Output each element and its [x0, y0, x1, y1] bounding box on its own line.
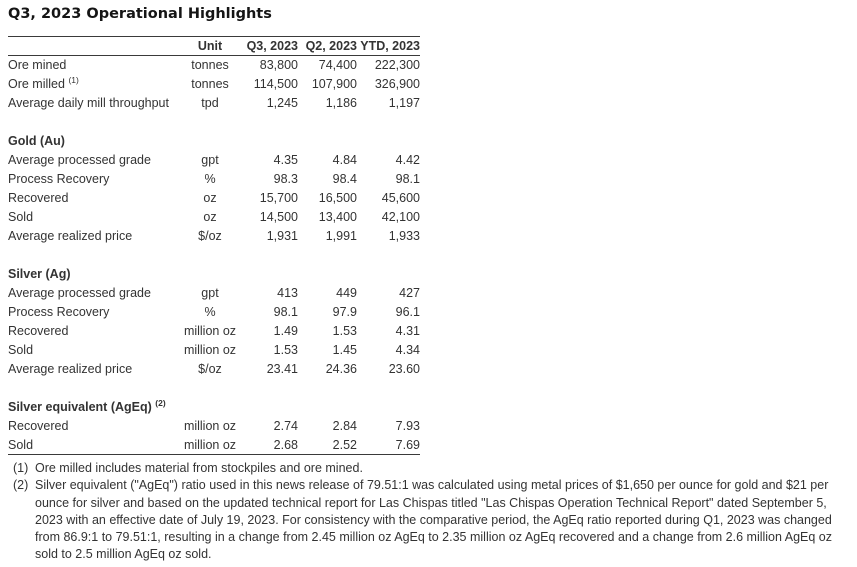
cell-q2: 1.53 — [332, 324, 357, 338]
cell-ytd: 4.31 — [395, 324, 420, 338]
row-label-cell — [8, 284, 176, 303]
table-row — [8, 303, 420, 322]
section-header-label: Silver (Ag) — [8, 267, 71, 281]
cell-q3: 98.1 — [273, 305, 298, 319]
cell-q2: 24.36 — [325, 362, 357, 376]
row-label: Average processed grade — [8, 153, 151, 167]
section-header-row — [8, 265, 420, 284]
cell-ytd: 1,933 — [388, 229, 420, 243]
section-header-label: Silver equivalent (AgEq) — [8, 400, 152, 414]
cell-q2: 98.4 — [332, 172, 357, 186]
cell-ytd: 4.34 — [395, 343, 420, 357]
cell-q2: 1.45 — [332, 343, 357, 357]
footnote-1-text: Ore milled includes material from stockpiles and ore mined. — [35, 461, 363, 475]
row-label: Average realized price — [8, 229, 133, 243]
cell-q3: 1,931 — [266, 229, 298, 243]
cell-q3: 2.74 — [273, 419, 298, 433]
table-row — [8, 208, 420, 227]
table-row — [8, 417, 420, 436]
cell-ytd: 7.69 — [395, 437, 420, 452]
cell-ytd: 222,300 — [374, 58, 420, 73]
cell-unit: million oz — [183, 324, 237, 338]
row-label: Ore mined — [8, 58, 67, 73]
cell-ytd: 42,100 — [381, 210, 420, 224]
cell-q3: 2.68 — [273, 437, 298, 452]
footnote-ref-icon: (2) — [155, 397, 166, 408]
table-row — [8, 75, 420, 94]
operational-highlights-table — [8, 36, 420, 455]
cell-ytd: 96.1 — [395, 305, 420, 319]
row-label-cell — [8, 189, 176, 208]
cell-ytd: 7.93 — [395, 419, 420, 433]
cell-unit: tpd — [201, 96, 219, 110]
cell-unit: tonnes — [191, 58, 229, 73]
cell-q2: 1,186 — [325, 96, 357, 110]
table-row — [8, 284, 420, 303]
table-row — [8, 341, 420, 360]
cell-ytd: 4.42 — [395, 153, 420, 167]
row-label-cell — [8, 75, 176, 94]
row-label: Recovered — [8, 324, 69, 338]
section-header-label: Gold (Au) — [8, 134, 65, 148]
col-header-empty — [8, 37, 176, 56]
row-label-cell — [8, 360, 176, 379]
row-label-cell — [8, 322, 176, 341]
row-label: Sold — [8, 210, 34, 224]
cell-q3: 114,500 — [253, 77, 298, 91]
spacer-row — [8, 379, 420, 398]
row-label: Sold — [8, 343, 34, 357]
footnote-1 — [8, 460, 846, 477]
table-row — [8, 56, 420, 75]
cell-q3: 23.41 — [266, 362, 298, 376]
table-row — [8, 94, 420, 113]
row-label-cell — [8, 56, 176, 75]
row-label: Recovered — [8, 191, 69, 205]
cell-q3: 83,800 — [259, 58, 298, 73]
cell-q3: 1.49 — [273, 324, 298, 338]
section-header-row — [8, 398, 420, 417]
cell-q2: 2.84 — [332, 419, 357, 433]
cell-q3: 4.35 — [273, 153, 298, 167]
section-header-row — [8, 132, 420, 151]
row-label-cell — [8, 227, 176, 246]
footnote-2 — [8, 477, 846, 563]
row-label-cell — [8, 303, 176, 322]
table-row — [8, 360, 420, 379]
row-label: Ore milled — [8, 77, 65, 91]
cell-unit: gpt — [201, 286, 219, 300]
row-label-cell — [8, 208, 176, 227]
cell-q2: 107,900 — [311, 77, 357, 91]
row-label: Process Recovery — [8, 172, 110, 186]
col-header-ytd-2023: YTD, 2023 — [360, 39, 420, 53]
row-label: Average processed grade — [8, 286, 151, 300]
col-header-unit: Unit — [197, 39, 223, 53]
row-label: Recovered — [8, 419, 69, 433]
cell-q3: 98.3 — [273, 172, 298, 186]
cell-unit: oz — [203, 210, 217, 224]
cell-unit: million oz — [183, 437, 237, 452]
cell-q2: 16,500 — [318, 191, 357, 205]
cell-ytd: 45,600 — [381, 191, 420, 205]
cell-q2: 13,400 — [318, 210, 357, 224]
cell-q2: 1,991 — [325, 229, 357, 243]
row-label: Average daily mill throughput — [8, 96, 169, 110]
row-label-cell — [8, 94, 176, 113]
col-header-q3-2023: Q3, 2023 — [246, 39, 298, 53]
table-row — [8, 189, 420, 208]
row-label-cell — [8, 151, 176, 170]
cell-ytd: 326,900 — [374, 77, 420, 91]
row-label-cell — [8, 341, 176, 360]
cell-unit: gpt — [201, 153, 219, 167]
table-row — [8, 227, 420, 246]
table-row — [8, 322, 420, 341]
cell-q3: 15,700 — [259, 191, 298, 205]
cell-ytd: 98.1 — [395, 172, 420, 186]
cell-unit: $/oz — [198, 362, 222, 376]
cell-unit: million oz — [183, 419, 237, 433]
spacer-row — [8, 113, 420, 132]
cell-unit: tonnes — [191, 77, 229, 91]
cell-q3: 14,500 — [259, 210, 298, 224]
row-label-cell — [8, 436, 176, 455]
cell-q3: 1.53 — [273, 343, 298, 357]
cell-unit: million oz — [183, 343, 237, 357]
footnote-1-marker: (1) — [13, 461, 29, 475]
cell-q2: 74,400 — [318, 58, 357, 73]
cell-ytd: 427 — [399, 286, 420, 300]
cell-q2: 97.9 — [332, 305, 357, 319]
page-title: Q3, 2023 Operational Highlights — [8, 6, 272, 22]
cell-q2: 4.84 — [332, 153, 357, 167]
cell-ytd: 23.60 — [388, 362, 420, 376]
footnotes — [8, 460, 846, 564]
table-row — [8, 170, 420, 189]
cell-unit: oz — [203, 191, 217, 205]
col-header-q2-2023: Q2, 2023 — [305, 39, 357, 53]
row-label: Average realized price — [8, 362, 133, 376]
cell-unit: % — [204, 305, 216, 319]
cell-ytd: 1,197 — [388, 96, 420, 110]
footnote-2-marker: (2) — [13, 478, 29, 493]
footnote-ref-icon: (1) — [68, 74, 79, 85]
cell-q2: 449 — [336, 286, 357, 300]
table-row — [8, 436, 420, 455]
row-label: Sold — [8, 437, 34, 452]
cell-q3: 1,245 — [266, 96, 298, 110]
table-header-row — [8, 37, 420, 56]
footnote-2-text: Silver equivalent ("AgEq") ratio used in this news release of 79.51:1 was calculated using metal prices of $1,650 per ounce for gold and $21 per ounce for silver and based on the updated technical report for Las Chispas titled "Las Chispas Operation Technical Report" dated September 5, 2023 with an effective date of July 19, 2023. For consistency with the comparative period, the AgEq ratio reported during Q1, 2023 was changed from 86.9:1 to 79.51:1, resulting in a change from 2.45 million oz AgEq to 2.35 million oz AgEq recovered and a change from 2.6 million AgEq oz sold to 2.5 million AgEq oz sold. — [35, 478, 832, 562]
cell-unit: $/oz — [198, 229, 222, 243]
cell-q2: 2.52 — [332, 437, 357, 452]
spacer-row — [8, 246, 420, 265]
row-label-cell — [8, 170, 176, 189]
table-row — [8, 151, 420, 170]
row-label-cell — [8, 417, 176, 436]
cell-q3: 413 — [277, 286, 298, 300]
row-label: Process Recovery — [8, 305, 110, 319]
cell-unit: % — [204, 172, 216, 186]
